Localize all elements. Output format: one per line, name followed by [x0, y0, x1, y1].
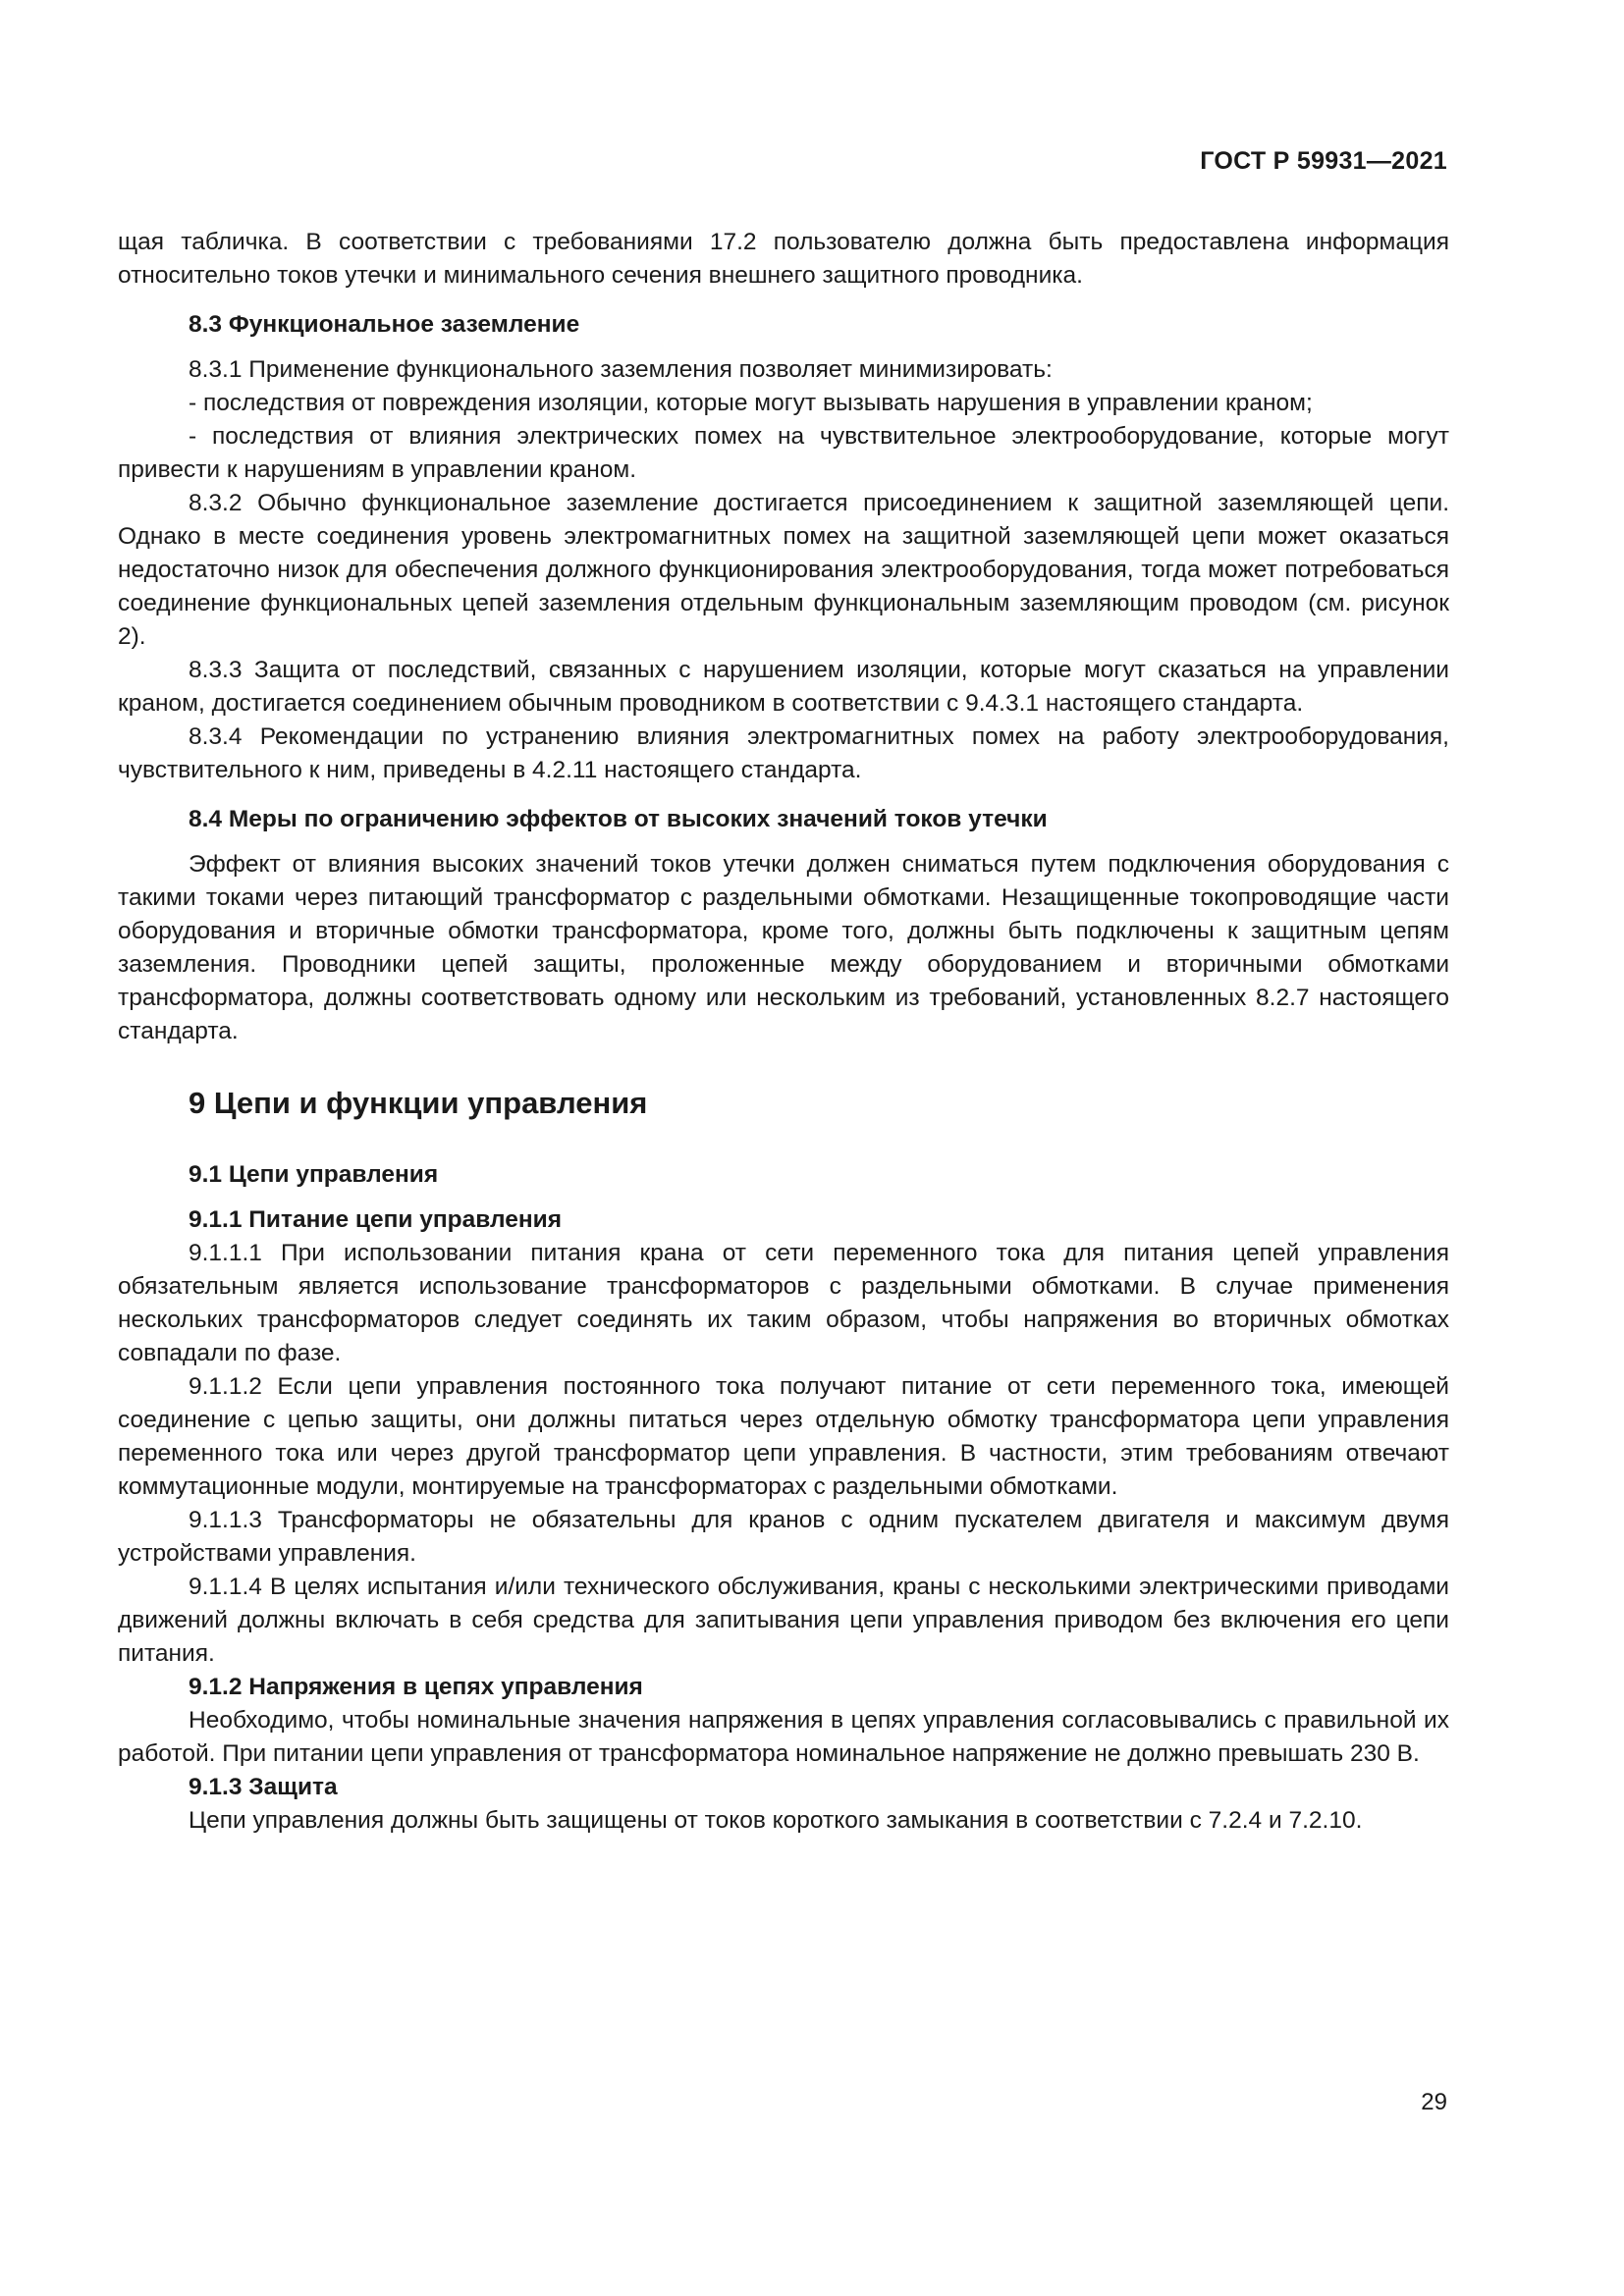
section-9-1-3-title: 9.1.3 Защита	[189, 1774, 338, 1800]
paragraph-8-3-3: 8.3.3 Защита от последствий, связанных с нарушением изоляции, которые могут сказаться на управлении краном, достигается соединением обычным проводником в соответствии с 9.4.3.1 настоящего стандарта.	[118, 657, 1449, 717]
paragraph-8-3-2: 8.3.2 Обычно функциональное заземление достигается присоединением к защитной заземляющей цепи. Однако в месте соединения уровень электромагнитных помех на защитной заземляющей цепи может оказаться недостаточно низок для обеспечения должного функционирования электрооборудования, тогда может потребоваться соединение функциональных цепей заземления отдельным функциональным заземляющим проводом (см. рисунок 2).	[118, 490, 1449, 650]
paragraph-8-3-4: 8.3.4 Рекомендации по устранению влияния электромагнитных помех на работу электрооборудования, чувствительного к ним, приведены в 4.2.11 настоящего стандарта.	[118, 723, 1449, 783]
page-number: 29	[1421, 2089, 1447, 2115]
document-id: ГОСТ Р 59931—2021	[1200, 147, 1447, 175]
section-9-1-2-title: 9.1.2 Напряжения в цепях управления	[189, 1674, 643, 1700]
paragraph-9-1-2: Необходимо, чтобы номинальные значения напряжения в цепях управления согласовывались с правильной их работой. При питании цепи управления от трансформатора номинальное напряжение не должно превышать 230 В.	[118, 1707, 1449, 1767]
intro-paragraph: щая табличка. В соответствии с требованиями 17.2 пользователю должна быть предоставлена информация относительно токов утечки и минимального сечения внешнего защитного проводника.	[118, 229, 1449, 289]
paragraph-9-1-1-2: 9.1.1.2 Если цепи управления постоянного тока получают питание от сети переменного тока, имеющей соединение с цепью защиты, они должны питаться через отдельную обмотку трансформатора цепи управления переменного тока или через другой трансформатор цепи управления. В частности, этим требованиям отвечают коммутационные модули, монтируемые на трансформаторах с раздельными обмотками.	[118, 1373, 1449, 1500]
paragraph-8-3-1: 8.3.1 Применение функционального заземления позволяет минимизировать:	[189, 356, 1053, 383]
paragraph-9-1-3: Цепи управления должны быть защищены от токов короткого замыкания в соответствии с 7.2.4 и 7.2.10.	[189, 1807, 1363, 1834]
section-8-3-title: 8.3 Функциональное заземление	[189, 311, 580, 338]
paragraph-9-1-1-4: 9.1.1.4 В целях испытания и/или технического обслуживания, краны с несколькими электрическими приводами движений должны включать в себя средства для запитывания цепи управления приводом без включения его цепи питания.	[118, 1574, 1449, 1667]
paragraph-9-1-1-3: 9.1.1.3 Трансформаторы не обязательны для кранов с одним пускателем двигателя и максимум двумя устройствами управления.	[118, 1507, 1449, 1567]
paragraph-8-3-1-item-a: - последствия от повреждения изоляции, которые могут вызывать нарушения в управлении краном;	[189, 390, 1313, 416]
paragraph-9-1-1-1: 9.1.1.1 При использовании питания крана от сети переменного тока для питания цепей управления обязательным является использование трансформаторов с раздельными обмотками. В случае применения нескольких трансформаторов следует соединять их таким образом, чтобы напряжения во вторичных обмотках совпадали по фазе.	[118, 1240, 1449, 1366]
section-9-1-1-title: 9.1.1 Питание цепи управления	[189, 1206, 563, 1233]
section-9-title: 9 Цепи и функции управления	[189, 1086, 648, 1120]
paragraph-8-4: Эффект от влияния высоких значений токов утечки должен сниматься путем подключения оборудования с такими токами через питающий трансформатор с раздельными обмотками. Незащищенные токопроводящие части оборудования и вторичные обмотки трансформатора, кроме того, должны быть подключены к защитным цепям заземления. Проводники цепей защиты, проложенные между оборудованием и вторичными обмотками трансформатора, должны соответствовать одному или нескольким из требований, установленных 8.2.7 настоящего стандарта.	[118, 851, 1449, 1044]
paragraph-8-3-1-item-b: - последствия от влияния электрических помех на чувствительное электрооборудование, которые могут привести к нарушениям в управлении краном.	[118, 423, 1449, 483]
section-9-1-title: 9.1 Цепи управления	[189, 1161, 439, 1188]
section-8-4-title: 8.4 Меры по ограничению эффектов от высоких значений токов утечки	[189, 806, 1048, 832]
page-content	[118, 226, 1449, 1838]
